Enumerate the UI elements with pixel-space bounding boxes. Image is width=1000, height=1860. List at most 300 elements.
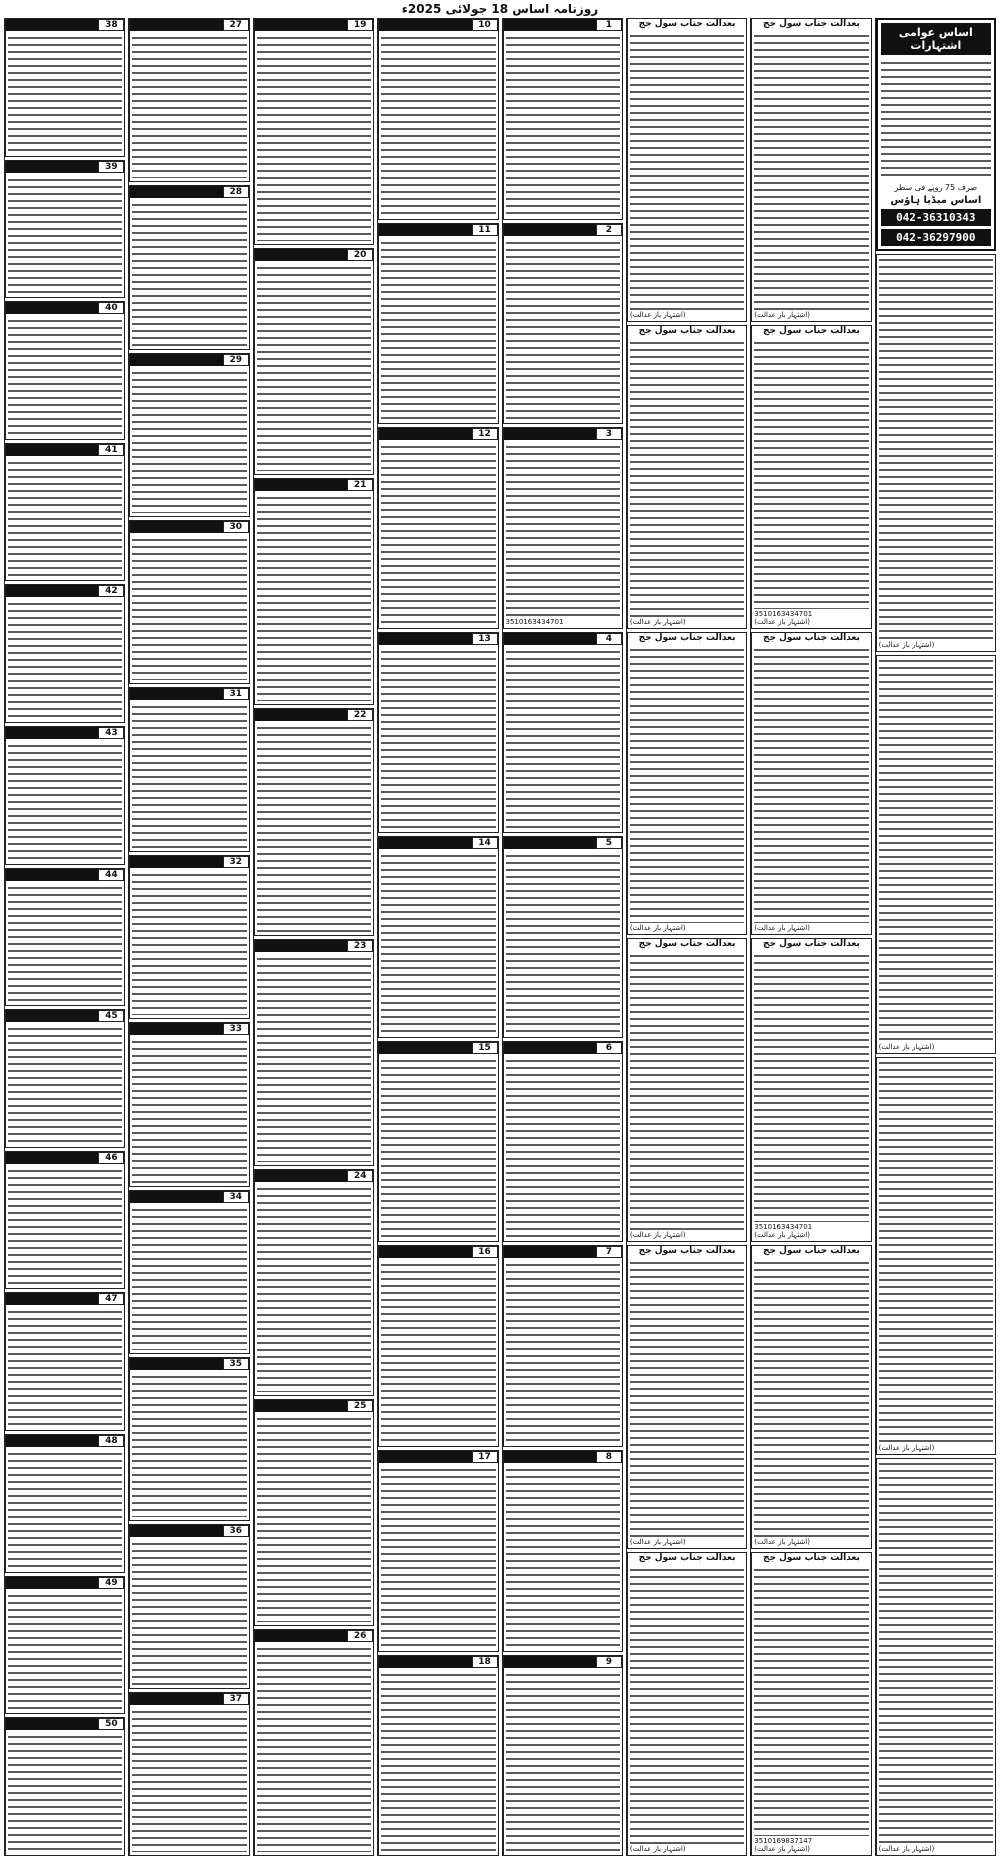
court-notice xyxy=(627,18,747,322)
court-notice-signature: (اشتہار باز عدالت) xyxy=(878,1845,935,1853)
ad-header xyxy=(504,428,622,440)
ad-header xyxy=(6,1718,124,1730)
classified-ad xyxy=(5,1434,125,1573)
ad-header-bar xyxy=(255,249,347,261)
ad-header-bar xyxy=(130,1693,222,1705)
court-notice-text xyxy=(879,1059,993,1443)
court-notice xyxy=(751,1552,871,1856)
court-notice-signature: (اشتہار باز عدالت) xyxy=(754,617,810,626)
ad-header xyxy=(379,428,497,440)
ad-number: 19 xyxy=(347,19,373,31)
court-notice-cnic: 3510169837147 xyxy=(754,1836,813,1845)
ad-header xyxy=(379,1246,497,1258)
ad-number: 28 xyxy=(223,186,249,198)
ad-header xyxy=(255,1630,373,1642)
ad-header-bar xyxy=(379,1656,471,1668)
ad-number: 26 xyxy=(347,1630,373,1642)
classified-ad xyxy=(254,1399,374,1626)
ad-header xyxy=(255,940,373,952)
ad-number: 17 xyxy=(472,1451,498,1463)
ad-body-text xyxy=(257,1645,371,1852)
ad-body-text xyxy=(506,34,620,216)
classified-ad xyxy=(129,1022,249,1186)
ad-body-text xyxy=(506,648,620,830)
ad-number: 20 xyxy=(347,249,373,261)
ad-header-bar xyxy=(379,428,471,440)
ad-header xyxy=(6,302,124,314)
court-notice xyxy=(751,1245,871,1549)
phone-2: 042-36297900 xyxy=(881,229,991,246)
ad-body-text xyxy=(8,317,122,436)
column-ads-1 xyxy=(502,18,623,1856)
court-notice-text xyxy=(630,32,744,310)
classified-ad xyxy=(5,1292,125,1431)
ad-header-bar xyxy=(130,521,222,533)
ad-header-bar xyxy=(6,161,98,173)
ad-number: 8 xyxy=(596,1451,622,1463)
classified-ad xyxy=(503,836,623,1038)
ad-header xyxy=(6,585,124,597)
ad-header xyxy=(379,19,497,31)
ad-number: 13 xyxy=(472,633,498,645)
ad-header xyxy=(6,444,124,456)
court-notice-text xyxy=(630,646,744,924)
court-notice-title: بعدالت جناب سول جج xyxy=(762,1246,860,1257)
ad-header xyxy=(504,1246,622,1258)
ad-header-bar xyxy=(504,19,596,31)
column-ads-3 xyxy=(253,18,374,1856)
ad-header xyxy=(130,1023,248,1035)
ad-number: 45 xyxy=(98,1010,124,1022)
phone-1: 042-36310343 xyxy=(881,209,991,226)
ad-header-bar xyxy=(255,1170,347,1182)
ad-body-text xyxy=(257,1415,371,1622)
classified-ad xyxy=(378,1655,498,1857)
ad-header-bar xyxy=(6,1293,98,1305)
ad-body-text xyxy=(257,264,371,471)
classified-ad xyxy=(503,427,623,629)
ad-number: 16 xyxy=(472,1246,498,1258)
ad-body-text xyxy=(257,955,371,1162)
ad-number: 9 xyxy=(596,1656,622,1668)
ad-header xyxy=(255,1400,373,1412)
court-notice-signature: (اشتہار باز عدالت) xyxy=(754,1844,810,1853)
court-notice-text xyxy=(754,339,868,609)
column-promo xyxy=(875,18,996,1856)
court-notice-text xyxy=(754,952,868,1222)
ad-header xyxy=(6,1293,124,1305)
classified-ad xyxy=(5,1009,125,1148)
ad-body-text xyxy=(132,34,246,178)
ad-header-bar xyxy=(255,1400,347,1412)
ad-number: 38 xyxy=(98,19,124,31)
classified-ad xyxy=(5,301,125,440)
ad-header-bar xyxy=(6,19,98,31)
court-notice-title: بعدالت جناب سول جج xyxy=(638,1246,736,1257)
ad-header xyxy=(504,1656,622,1668)
ad-body-text xyxy=(381,1466,495,1648)
ad-number: 50 xyxy=(98,1718,124,1730)
court-notice-text xyxy=(630,952,744,1230)
court-notice-signature: (اشتہار باز عدالت) xyxy=(629,1231,686,1240)
court-notice-text xyxy=(630,1259,744,1537)
ad-number: 36 xyxy=(223,1525,249,1537)
classified-ad xyxy=(5,584,125,723)
column-ads-5 xyxy=(4,18,125,1856)
ad-number: 25 xyxy=(347,1400,373,1412)
court-notice-title: بعدالت جناب سول جج xyxy=(638,939,736,950)
ad-header xyxy=(6,1577,124,1589)
ad-header-bar xyxy=(504,224,596,236)
ad-number: 3 xyxy=(596,428,622,440)
ad-body-text xyxy=(381,443,495,625)
court-notice-cnic: 3510163434701 xyxy=(754,1223,813,1232)
ad-body-text xyxy=(8,176,122,295)
court-notice xyxy=(627,1552,747,1856)
classified-ad xyxy=(5,1717,125,1856)
court-notice-signature: (اشتہار باز عدالت) xyxy=(629,1538,686,1547)
ad-number: 22 xyxy=(347,709,373,721)
ad-body-text xyxy=(506,852,620,1034)
ad-body-text xyxy=(132,536,246,680)
ad-header-bar xyxy=(130,1525,222,1537)
ad-number: 23 xyxy=(347,940,373,952)
ad-header xyxy=(130,19,248,31)
ad-body-text xyxy=(132,1038,246,1182)
court-notice xyxy=(627,325,747,629)
classified-ad xyxy=(254,708,374,935)
court-notice-text xyxy=(754,1566,868,1836)
classified-ad xyxy=(129,18,249,182)
ad-header-bar xyxy=(130,856,222,868)
promo-text xyxy=(881,59,991,179)
ad-body-text xyxy=(132,201,246,345)
ad-header-bar xyxy=(130,186,222,198)
court-notice-title: بعدالت جناب سول جج xyxy=(762,632,860,643)
ad-header xyxy=(255,479,373,491)
classified-ad xyxy=(254,1169,374,1396)
ad-header-bar xyxy=(130,19,222,31)
classified-ad xyxy=(378,632,498,834)
court-notice-title: بعدالت جناب سول جج xyxy=(762,325,860,336)
court-notice-text xyxy=(630,339,744,617)
ad-header xyxy=(130,688,248,700)
ad-body-text xyxy=(132,1373,246,1517)
ad-header xyxy=(130,354,248,366)
court-notice-text xyxy=(879,256,993,640)
ad-header xyxy=(255,249,373,261)
court-notice-signature: (اشتہار باز عدالت) xyxy=(629,617,686,626)
promo-box xyxy=(876,18,996,251)
classified-ad xyxy=(254,478,374,705)
ad-body-text xyxy=(381,34,495,216)
court-notice-signature: (اشتہار باز عدالت) xyxy=(878,1443,935,1452)
ad-number: 48 xyxy=(98,1435,124,1447)
ad-header-bar xyxy=(504,1042,596,1054)
ad-header xyxy=(6,161,124,173)
ad-body-text xyxy=(381,852,495,1034)
court-notice-text xyxy=(630,1566,744,1844)
ad-body-text xyxy=(132,1708,246,1852)
ad-number: 42 xyxy=(98,585,124,597)
ad-body-text xyxy=(132,703,246,847)
classified-ad xyxy=(254,939,374,1166)
classified-ad xyxy=(503,1041,623,1243)
ad-header xyxy=(130,1525,248,1537)
ad-body-text xyxy=(132,871,246,1015)
ad-body-text xyxy=(381,1057,495,1239)
ad-header-bar xyxy=(379,1451,471,1463)
ad-header xyxy=(504,633,622,645)
court-notice-text xyxy=(754,646,868,924)
ad-header-bar xyxy=(504,837,596,849)
classified-ad xyxy=(378,1245,498,1447)
ad-header xyxy=(504,19,622,31)
ad-number: 46 xyxy=(98,1152,124,1164)
court-notice-signature: (اشتہار باز عدالت) xyxy=(754,924,810,933)
ad-header xyxy=(504,1042,622,1054)
ad-header-bar xyxy=(6,869,98,881)
classified-ad xyxy=(503,1245,623,1447)
ad-header-bar xyxy=(379,837,471,849)
ad-header xyxy=(255,19,373,31)
ad-number: 33 xyxy=(223,1023,249,1035)
ad-header-bar xyxy=(255,19,347,31)
ad-number: 14 xyxy=(472,837,498,849)
ad-header xyxy=(379,633,497,645)
ad-header-bar xyxy=(130,688,222,700)
ad-header-bar xyxy=(504,1246,596,1258)
ad-number: 41 xyxy=(98,444,124,456)
ad-number: 18 xyxy=(472,1656,498,1668)
ad-header xyxy=(504,837,622,849)
ads-grid xyxy=(4,18,996,1856)
classified-ad xyxy=(129,1357,249,1521)
ad-number: 5 xyxy=(596,837,622,849)
ad-header-bar xyxy=(6,727,98,739)
ad-header xyxy=(130,1693,248,1705)
ad-header-bar xyxy=(504,1451,596,1463)
classified-ad xyxy=(129,185,249,349)
court-notice-signature: (اشتہار باز عدالت) xyxy=(754,1231,810,1240)
court-notice-signature: (اشتہار باز عدالت) xyxy=(878,641,935,650)
classified-ad xyxy=(503,1450,623,1652)
classified-ad xyxy=(503,1655,623,1857)
ad-number: 12 xyxy=(472,428,498,440)
court-notice-text xyxy=(754,1259,868,1537)
ad-header xyxy=(130,186,248,198)
classified-ad xyxy=(503,632,623,834)
ad-header-bar xyxy=(255,940,347,952)
classified-ad xyxy=(378,1450,498,1652)
ad-number: 43 xyxy=(98,727,124,739)
ad-body-text xyxy=(8,600,122,719)
ad-body-text xyxy=(506,1057,620,1239)
ad-header xyxy=(6,1152,124,1164)
masthead: روزنامہ اساس 18 جولائی 2025ء xyxy=(401,2,599,16)
column-ads-4 xyxy=(128,18,249,1856)
court-notice-title: بعدالت جناب سول جج xyxy=(638,325,736,336)
ad-body-text xyxy=(132,1540,246,1684)
ad-header xyxy=(6,727,124,739)
ad-header-bar xyxy=(6,444,98,456)
ad-number: 7 xyxy=(596,1246,622,1258)
court-notice xyxy=(876,1458,996,1856)
ad-header xyxy=(504,1451,622,1463)
classified-ad xyxy=(5,1151,125,1290)
court-notice-cnic: 3510163434701 xyxy=(754,609,813,618)
classified-ad xyxy=(503,18,623,220)
ad-header-bar xyxy=(6,1435,98,1447)
ad-header xyxy=(504,224,622,236)
ad-header-bar xyxy=(255,1630,347,1642)
ad-body-text xyxy=(506,1671,620,1853)
ad-header-bar xyxy=(255,479,347,491)
ad-body-text xyxy=(8,742,122,861)
classified-ad xyxy=(378,18,498,220)
ad-body-text xyxy=(8,459,122,578)
ad-header-bar xyxy=(504,633,596,645)
ad-number: 4 xyxy=(596,633,622,645)
ad-number: 29 xyxy=(223,354,249,366)
court-notice-signature: (اشتہار باز عدالت) xyxy=(878,1042,935,1051)
court-notice-title: بعدالت جناب سول جج xyxy=(638,1553,736,1564)
court-notice-text xyxy=(879,657,993,1041)
court-notice-signature: (اشتہار باز عدالت) xyxy=(629,924,686,933)
column-court-b xyxy=(626,18,747,1856)
ad-number: 44 xyxy=(98,869,124,881)
ad-body-text xyxy=(257,1185,371,1392)
ad-header-bar xyxy=(379,633,471,645)
court-notice-title: بعدالت جناب سول جج xyxy=(638,19,736,29)
ad-header-bar xyxy=(6,1577,98,1589)
ad-header xyxy=(130,521,248,533)
ad-header xyxy=(255,709,373,721)
court-notice-title: بعدالت جناب سول جج xyxy=(762,1553,860,1564)
ad-header xyxy=(6,869,124,881)
ad-body-text xyxy=(506,239,620,421)
ad-header-bar xyxy=(379,1246,471,1258)
ad-number: 39 xyxy=(98,161,124,173)
ad-body-text xyxy=(132,369,246,513)
ad-header-bar xyxy=(130,1191,222,1203)
promo-banner: اساس عوامی اشتہارات xyxy=(881,23,991,55)
ad-body-text xyxy=(257,494,371,701)
classified-ad xyxy=(378,836,498,1038)
ad-header-bar xyxy=(255,709,347,721)
classified-ad xyxy=(378,427,498,629)
court-notice xyxy=(751,632,871,936)
ad-header-bar xyxy=(379,1042,471,1054)
ad-body-text xyxy=(257,34,371,241)
court-notice xyxy=(876,1057,996,1455)
ad-body-text xyxy=(132,1206,246,1350)
classified-ad xyxy=(5,18,125,157)
ad-header xyxy=(379,1451,497,1463)
court-notice xyxy=(751,18,871,322)
ad-number: 47 xyxy=(98,1293,124,1305)
ad-header xyxy=(379,1656,497,1668)
ad-header xyxy=(130,1191,248,1203)
classified-ad xyxy=(5,443,125,582)
classified-ad xyxy=(129,1190,249,1354)
classified-ad xyxy=(129,353,249,517)
court-notice-signature: (اشتہار باز عدالت) xyxy=(629,1844,686,1853)
agency-name: اساس میڈیا ہاؤس xyxy=(890,195,982,206)
ad-header-bar xyxy=(504,428,596,440)
ad-header-bar xyxy=(6,1010,98,1022)
ad-header xyxy=(6,1010,124,1022)
ad-body-text xyxy=(381,239,495,421)
ad-header-bar xyxy=(130,354,222,366)
ad-header-bar xyxy=(6,585,98,597)
ad-number: 37 xyxy=(223,1693,249,1705)
classified-ad xyxy=(378,1041,498,1243)
classified-ad xyxy=(254,248,374,475)
ad-number: 24 xyxy=(347,1170,373,1182)
ad-body-text xyxy=(8,1167,122,1286)
ad-body-text xyxy=(257,724,371,931)
court-notice-title: بعدالت جناب سول جج xyxy=(762,939,860,950)
ad-body-text xyxy=(506,1466,620,1648)
classified-ad xyxy=(254,18,374,245)
ad-cnic: 3510163434701 xyxy=(505,617,564,626)
court-notice xyxy=(751,325,871,629)
ad-header-bar xyxy=(379,19,471,31)
ad-body-text xyxy=(8,1025,122,1144)
ad-body-text xyxy=(8,884,122,1003)
classified-ad xyxy=(129,1524,249,1688)
court-notice-text xyxy=(754,32,868,310)
ad-number: 40 xyxy=(98,302,124,314)
court-notice xyxy=(751,938,871,1242)
classified-ad xyxy=(503,223,623,425)
court-notice-signature: (اشتہار باز عدالت) xyxy=(629,310,686,319)
classified-ad xyxy=(5,1576,125,1715)
ad-body-text xyxy=(8,1592,122,1711)
court-notice-text xyxy=(879,1460,993,1844)
classified-ad xyxy=(129,1692,249,1856)
classified-ad xyxy=(5,160,125,299)
ad-header xyxy=(379,1042,497,1054)
ad-header xyxy=(130,1358,248,1370)
ad-header xyxy=(379,224,497,236)
ad-number: 34 xyxy=(223,1191,249,1203)
ad-header-bar xyxy=(504,1656,596,1668)
ad-number: 1 xyxy=(596,19,622,31)
ad-header-bar xyxy=(6,1152,98,1164)
classified-ad xyxy=(5,726,125,865)
court-notice-signature: (اشتہار باز عدالت) xyxy=(754,1538,810,1547)
court-notice-title: بعدالت جناب سول جج xyxy=(762,19,860,29)
ad-number: 6 xyxy=(596,1042,622,1054)
court-notice xyxy=(627,938,747,1242)
ad-body-text xyxy=(381,648,495,830)
ad-header xyxy=(130,856,248,868)
ad-header xyxy=(6,1435,124,1447)
court-notice-signature: (اشتہار باز عدالت) xyxy=(754,310,810,319)
court-notice xyxy=(627,632,747,936)
classified-ad xyxy=(129,855,249,1019)
ad-header-bar xyxy=(379,224,471,236)
ad-header xyxy=(379,837,497,849)
ad-number: 30 xyxy=(223,521,249,533)
promo-line: صرف 75 روپے فی سطر xyxy=(894,183,978,192)
ad-header xyxy=(255,1170,373,1182)
classified-ad xyxy=(254,1629,374,1856)
classified-ad xyxy=(129,520,249,684)
ad-header-bar xyxy=(6,1718,98,1730)
